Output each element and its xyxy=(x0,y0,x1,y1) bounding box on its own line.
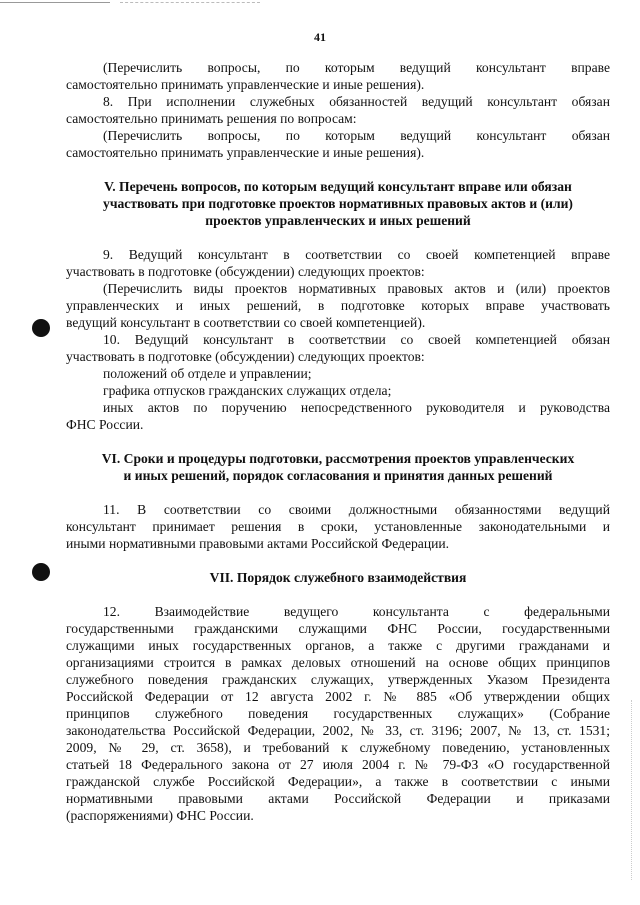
text-line: 10. Ведущий консультант в соответствии со своей компетенцией обязан xyxy=(103,332,610,347)
text-line: управленческих и иных решений, в подготовке которых вправе участвовать xyxy=(66,298,610,313)
document-body xyxy=(66,59,610,824)
text-line: участвовать в подготовке (обсуждении) следующих проектов: xyxy=(66,264,425,279)
text-line: Российской Федерации от 12 августа 2002 г. № 885 «Об утверждении общих xyxy=(66,689,610,704)
text-line: положений об отделе и управлении; xyxy=(103,366,312,381)
punch-hole-icon xyxy=(32,319,50,337)
text-line: принципов служебного поведения государственных служащих» (Собрание xyxy=(66,706,610,721)
section-heading-v: проектов управленческих и иных решений xyxy=(205,213,471,228)
text-line: иными нормативными правовыми актами Российской Федерации. xyxy=(66,536,450,551)
top-rule xyxy=(0,2,110,3)
text-line: организациями строится в рамках деловых отношений на основе общих принципов xyxy=(66,655,610,670)
text-line: самостоятельно принимать управленческие и иные решения). xyxy=(66,77,425,92)
text-line: нормативными правовыми актами Российской Федерации и приказами xyxy=(66,791,610,806)
text-line: служащими иных государственных органов, а также с другими гражданами и xyxy=(66,638,610,653)
text-line: 9. Ведущий консультант в соответствии со своей компетенцией вправе xyxy=(103,247,610,262)
text-line: 8. При исполнении служебных обязанностей ведущий консультант обязан xyxy=(103,94,610,109)
text-line: государственными гражданскими служащими ФНС России, государственными xyxy=(66,621,610,636)
text-line: статьей 18 Федерального закона от 27 июля 2004 г. № 79-ФЗ «О государственной xyxy=(66,757,610,772)
text-line: (распоряжениями) ФНС России. xyxy=(66,808,254,823)
text-line: законодательства Российской Федерации, 2002, № 33, ст. 3196; 2007, № 13, ст. 1531; xyxy=(66,723,610,738)
text-line: консультант принимает решения в сроки, установленные законодательными и xyxy=(66,519,610,534)
section-heading-vi: и иных решений, порядок согласования и принятия данных решений xyxy=(123,468,553,483)
section-heading-v: участвовать при подготовке проектов нормативных правовых актов и (или) xyxy=(103,196,573,211)
text-line: иных актов по поручению непосредственного руководителя и руководства xyxy=(103,400,610,415)
text-line: самостоятельно принимать решения по вопросам: xyxy=(66,111,357,126)
scan-edge-artifact xyxy=(631,700,638,880)
section-heading-vii: VII. Порядок служебного взаимодействия xyxy=(209,570,467,585)
page-number: 41 xyxy=(314,30,326,44)
text-line: 2009, № 29, ст. 3658), и требований к служебному поведению, установленных xyxy=(66,740,610,755)
section-heading-v: V. Перечень вопросов, по которым ведущий консультант вправе или обязан xyxy=(104,179,572,194)
top-rule-dashed xyxy=(120,2,260,3)
text-line: самостоятельно принимать управленческие и иные решения). xyxy=(66,145,425,160)
text-line: (Перечислить виды проектов нормативных правовых актов и (или) проектов xyxy=(103,281,610,296)
text-line: ведущий консультант в соответствии со своей компетенцией). xyxy=(66,315,426,330)
text-line: (Перечислить вопросы, по которым ведущий консультант обязан xyxy=(103,128,610,143)
text-line: 11. В соответствии со своими должностными обязанностями ведущий xyxy=(103,502,610,517)
text-line: ФНС России. xyxy=(66,417,144,432)
text-line: графика отпусков гражданских служащих отдела; xyxy=(103,383,392,398)
text-line: гражданской службе Российской Федерации», а также в соответствии с иными xyxy=(66,774,610,789)
text-line: (Перечислить вопросы, по которым ведущий консультант вправе xyxy=(103,60,610,75)
text-line: участвовать в подготовке (обсуждении) следующих проектов: xyxy=(66,349,425,364)
punch-hole-icon xyxy=(32,563,50,581)
text-line: служебного поведения гражданских служащих, утвержденных Указом Президента xyxy=(66,672,610,687)
text-line: 12. Взаимодействие ведущего консультанта с федеральными xyxy=(103,604,610,619)
section-heading-vi: VI. Сроки и процедуры подготовки, рассмотрения проектов управленческих xyxy=(101,451,575,466)
